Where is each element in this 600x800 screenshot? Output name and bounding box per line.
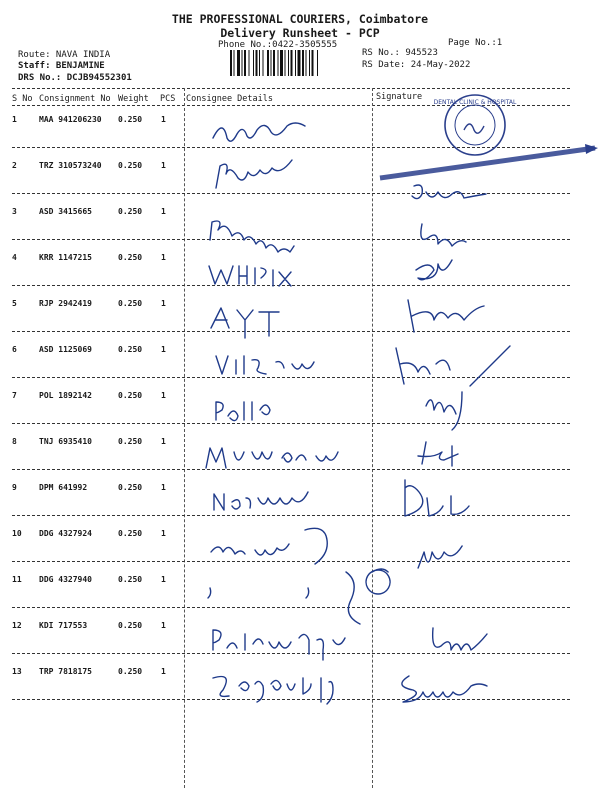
row-weight: 0.250 [118, 575, 143, 584]
row-sno: 7 [12, 391, 17, 400]
row-pcs: 1 [161, 345, 166, 354]
row-weight: 0.250 [118, 437, 143, 446]
row-weight: 0.250 [118, 115, 143, 124]
row-weight: 0.250 [118, 299, 143, 308]
row-weight: 0.250 [118, 529, 143, 538]
row-weight: 0.250 [118, 345, 143, 354]
row-sno: 1 [12, 115, 17, 124]
signature-row2 [408, 178, 498, 208]
row-sno: 4 [12, 253, 17, 262]
signature-row7 [420, 382, 490, 432]
drs-number: DRS No.: DCJB94552301 [18, 73, 132, 83]
row-weight: 0.250 [118, 667, 143, 676]
row-pcs: 1 [161, 115, 166, 124]
handwriting-row9 [208, 484, 328, 518]
row-sno: 12 [12, 621, 22, 630]
row-weight: 0.250 [118, 253, 143, 262]
row-weight: 0.250 [118, 161, 143, 170]
row-sno: 2 [12, 161, 17, 170]
handwriting-row5 [205, 302, 295, 336]
rs-number: RS No.: 945523 [362, 48, 438, 58]
col-sno: S No [12, 94, 33, 104]
row-sno: 13 [12, 667, 22, 676]
signature-row5 [400, 292, 495, 342]
handwriting-row13 [205, 668, 355, 708]
row-consignment-no: TRP 7818175 [39, 667, 92, 676]
row-sno: 6 [12, 345, 17, 354]
handwriting-row8 [200, 440, 340, 474]
company-title: THE PROFESSIONAL COURIERS, Coimbatore [171, 12, 429, 26]
rs-date: RS Date: 24-May-2022 [362, 60, 471, 70]
row-pcs: 1 [161, 391, 166, 400]
row-consignment-no: KDI 717553 [39, 621, 88, 630]
handwriting-row10 [205, 532, 355, 572]
handwriting-row12 [205, 622, 345, 658]
phone-number: Phone No.:0422-3505555 [218, 40, 338, 50]
row-pcs: 1 [161, 529, 166, 538]
row-weight: 0.250 [118, 483, 143, 492]
signature-row3-4 [412, 214, 492, 284]
row-consignment-no: TRZ 310573240 [39, 161, 102, 170]
signature-row8 [412, 436, 472, 472]
row-sno: 8 [12, 437, 17, 446]
row-consignment-no: ASD 3415665 [39, 207, 92, 216]
row-sno: 11 [12, 575, 22, 584]
barcode [230, 50, 354, 76]
row-pcs: 1 [161, 575, 166, 584]
row-consignment-no: DDG 4327924 [39, 529, 92, 538]
handwriting-row1 [205, 112, 315, 148]
col-consignment: Consignment No [39, 94, 111, 104]
row-pcs: 1 [161, 483, 166, 492]
row-sno: 10 [12, 529, 22, 538]
row-consignment-no: POL 1892142 [39, 391, 92, 400]
row-weight: 0.250 [118, 391, 143, 400]
row-consignment-no: DDG 4327940 [39, 575, 92, 584]
signature-row9 [395, 474, 475, 524]
row-consignment-no: RJP 2942419 [39, 299, 92, 308]
row-consignment-no: DPM 641992 [39, 483, 88, 492]
row-pcs: 1 [161, 299, 166, 308]
signature-row10-11 [364, 540, 484, 600]
row-pcs: 1 [161, 161, 166, 170]
row-pcs: 1 [161, 207, 166, 216]
sheet-title: Delivery Runsheet - PCP [220, 26, 380, 40]
route-label: Route: NAVA INDIA [18, 50, 111, 60]
row-sno: 9 [12, 483, 17, 492]
handwriting-row11 [200, 580, 370, 620]
handwriting-row3 [200, 212, 330, 248]
col-signature: Signature [376, 92, 423, 102]
staff-label: Staff: BENJAMINE [18, 61, 105, 71]
handwriting-row4 [203, 258, 313, 290]
row-consignment-no: TNJ 6935410 [39, 437, 92, 446]
row-consignment-no: MAA 941206230 [39, 115, 102, 124]
row-sno: 3 [12, 207, 17, 216]
row-pcs: 1 [161, 253, 166, 262]
stamp-text: DENTAL CLINIC & HOSPITAL [433, 99, 517, 106]
handwriting-row2 [210, 158, 310, 194]
row-pcs: 1 [161, 437, 166, 446]
row-sno: 5 [12, 299, 17, 308]
row-pcs: 1 [161, 621, 166, 630]
signature-row12 [425, 620, 495, 660]
row-pcs: 1 [161, 667, 166, 676]
signature-row13 [395, 670, 505, 710]
page-number: Page No.:1 [448, 38, 503, 48]
col-pcs: PCS [160, 94, 176, 104]
row-consignment-no: ASD 1125069 [39, 345, 92, 354]
row-consignment-no: KRR 1147215 [39, 253, 92, 262]
header-top-rule [12, 88, 570, 89]
col-weight: Weight [118, 94, 149, 104]
row-weight: 0.250 [118, 621, 143, 630]
handwriting-row7 [210, 394, 300, 428]
handwriting-row6 [210, 348, 320, 380]
row-weight: 0.250 [118, 207, 143, 216]
col-consignee: Consignee Details [186, 94, 273, 104]
